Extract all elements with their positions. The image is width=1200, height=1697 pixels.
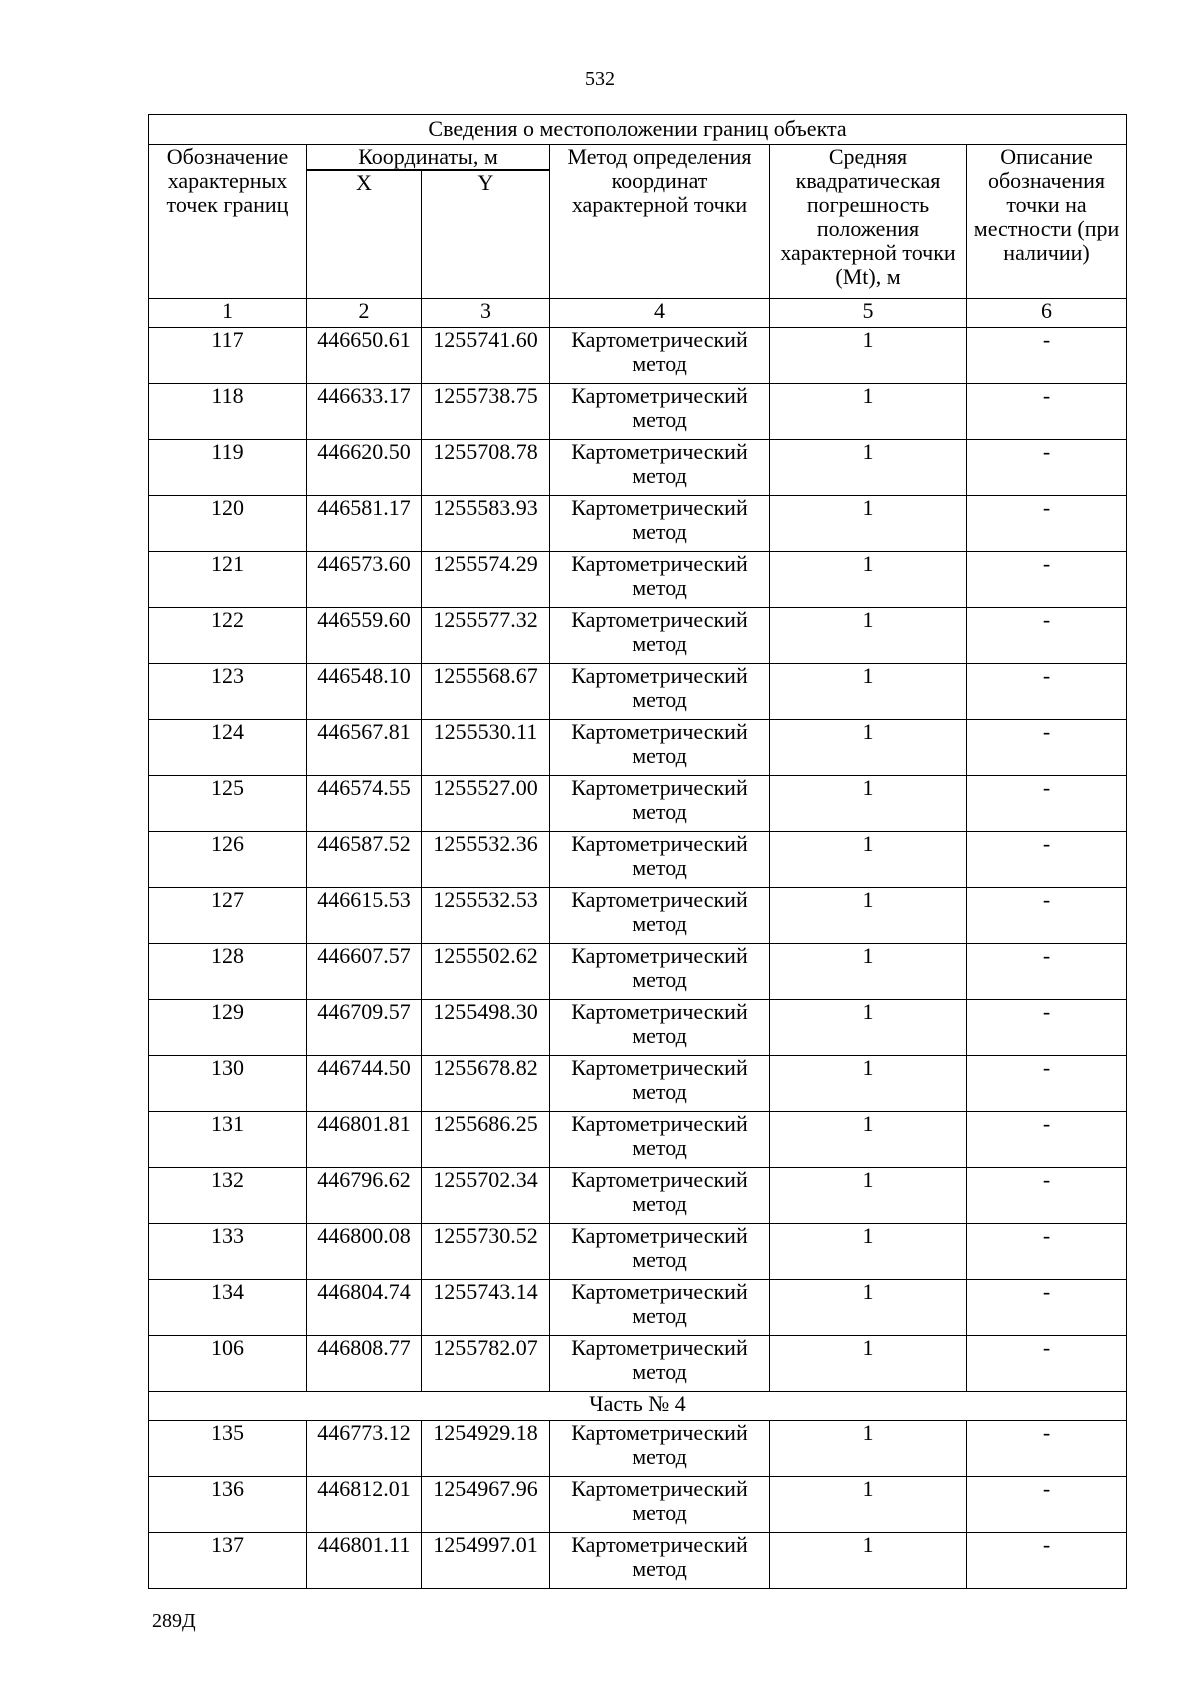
cell-y: 1255743.14: [422, 1280, 550, 1336]
cell-x: 446620.50: [307, 440, 422, 496]
cell-method: Картометрический метод: [550, 888, 770, 944]
cell-desc: -: [967, 1000, 1127, 1056]
cell-error: 1: [770, 888, 967, 944]
cell-y: 1255741.60: [422, 328, 550, 384]
table-row: [149, 1056, 1127, 1112]
cell-error: 1: [770, 608, 967, 664]
cell-error: 1: [770, 496, 967, 552]
cell-x: 446567.81: [307, 720, 422, 776]
cell-desc: -: [967, 1224, 1127, 1280]
cell-error: 1: [770, 1000, 967, 1056]
table-row: [149, 944, 1127, 1000]
cell-desc: -: [967, 384, 1127, 440]
cell-y: 1254967.96: [422, 1477, 550, 1533]
cell-method: Картометрический метод: [550, 496, 770, 552]
cell-method: Картометрический метод: [550, 384, 770, 440]
cell-point: 134: [149, 1280, 307, 1336]
cell-y: 1255568.67: [422, 664, 550, 720]
cell-point: 120: [149, 496, 307, 552]
table-row: [149, 1168, 1127, 1224]
cell-error: 1: [770, 1280, 967, 1336]
cell-point: 118: [149, 384, 307, 440]
cell-desc: -: [967, 1533, 1127, 1589]
part-label: Часть № 4: [149, 1392, 1127, 1421]
cell-desc: -: [967, 720, 1127, 776]
column-number: 3: [422, 299, 550, 328]
cell-y: 1255678.82: [422, 1056, 550, 1112]
cell-point: 127: [149, 888, 307, 944]
table-row: [149, 832, 1127, 888]
cell-point: 119: [149, 440, 307, 496]
cell-x: 446650.61: [307, 328, 422, 384]
cell-method: Картометрический метод: [550, 328, 770, 384]
cell-method: Картометрический метод: [550, 1224, 770, 1280]
cell-error: 1: [770, 384, 967, 440]
table-title: Сведения о местоположении границ объекта: [149, 115, 1127, 145]
header-method: Метод определения координат характерной точки: [550, 145, 770, 299]
cell-desc: -: [967, 1056, 1127, 1112]
cell-method: Картометрический метод: [550, 552, 770, 608]
table-row: [149, 776, 1127, 832]
column-number: 2: [307, 299, 422, 328]
cell-y: 1255702.34: [422, 1168, 550, 1224]
cell-error: 1: [770, 720, 967, 776]
cell-x: 446812.01: [307, 1477, 422, 1533]
cell-desc: -: [967, 552, 1127, 608]
cell-x: 446587.52: [307, 832, 422, 888]
cell-error: 1: [770, 664, 967, 720]
cell-method: Картометрический метод: [550, 776, 770, 832]
cell-error: 1: [770, 776, 967, 832]
cell-error: 1: [770, 1224, 967, 1280]
cell-method: Картометрический метод: [550, 1280, 770, 1336]
cell-desc: -: [967, 328, 1127, 384]
cell-error: 1: [770, 328, 967, 384]
cell-error: 1: [770, 1533, 967, 1589]
cell-point: 131: [149, 1112, 307, 1168]
cell-point: 128: [149, 944, 307, 1000]
cell-y: 1255686.25: [422, 1112, 550, 1168]
cell-point: 130: [149, 1056, 307, 1112]
cell-y: 1255577.32: [422, 608, 550, 664]
cell-x: 446559.60: [307, 608, 422, 664]
cell-method: Картометрический метод: [550, 1336, 770, 1392]
cell-error: 1: [770, 552, 967, 608]
cell-y: 1255574.29: [422, 552, 550, 608]
cell-method: Картометрический метод: [550, 720, 770, 776]
cell-error: 1: [770, 1477, 967, 1533]
cell-method: Картометрический метод: [550, 1533, 770, 1589]
table-row: [149, 1477, 1127, 1533]
boundary-table: [148, 114, 1127, 1589]
column-number: 6: [967, 299, 1127, 328]
cell-method: Картометрический метод: [550, 1477, 770, 1533]
table-row: [149, 1421, 1127, 1477]
cell-desc: -: [967, 1477, 1127, 1533]
cell-desc: -: [967, 888, 1127, 944]
footer-code: 289Д: [152, 1610, 196, 1632]
cell-error: 1: [770, 440, 967, 496]
cell-desc: -: [967, 1112, 1127, 1168]
cell-method: Картометрический метод: [550, 1168, 770, 1224]
table-row: [149, 496, 1127, 552]
cell-desc: -: [967, 1280, 1127, 1336]
cell-y: 1255498.30: [422, 1000, 550, 1056]
header-x: X: [307, 171, 422, 299]
table-row: [149, 1224, 1127, 1280]
cell-x: 446804.74: [307, 1280, 422, 1336]
cell-point: 123: [149, 664, 307, 720]
cell-desc: -: [967, 1421, 1127, 1477]
header-y: Y: [422, 171, 550, 299]
cell-x: 446633.17: [307, 384, 422, 440]
table-row: [149, 888, 1127, 944]
cell-x: 446744.50: [307, 1056, 422, 1112]
cell-x: 446607.57: [307, 944, 422, 1000]
cell-y: 1255502.62: [422, 944, 550, 1000]
header-desc: Описание обозначения точки на местности (при наличии): [967, 145, 1127, 299]
cell-point: 125: [149, 776, 307, 832]
table-row: [149, 1112, 1127, 1168]
cell-y: 1254929.18: [422, 1421, 550, 1477]
cell-desc: -: [967, 664, 1127, 720]
cell-point: 133: [149, 1224, 307, 1280]
column-number: 4: [550, 299, 770, 328]
cell-point: 132: [149, 1168, 307, 1224]
cell-y: 1255532.36: [422, 832, 550, 888]
cell-desc: -: [967, 440, 1127, 496]
header-error: Средняя квадратическая погрешность положения характерной точки (Mt), м: [770, 145, 967, 299]
cell-point: 135: [149, 1421, 307, 1477]
column-number: 1: [149, 299, 307, 328]
table-row: [149, 384, 1127, 440]
cell-point: 106: [149, 1336, 307, 1392]
cell-y: 1255583.93: [422, 496, 550, 552]
cell-x: 446796.62: [307, 1168, 422, 1224]
table-row: [149, 1280, 1127, 1336]
header-coords: [307, 145, 550, 171]
cell-method: Картометрический метод: [550, 944, 770, 1000]
table-row: [149, 720, 1127, 776]
cell-point: 122: [149, 608, 307, 664]
cell-error: 1: [770, 944, 967, 1000]
cell-method: Картометрический метод: [550, 664, 770, 720]
table-row: [149, 1000, 1127, 1056]
cell-x: 446615.53: [307, 888, 422, 944]
part-row: [149, 1392, 1127, 1421]
cell-method: Картометрический метод: [550, 440, 770, 496]
cell-x: 446800.08: [307, 1224, 422, 1280]
cell-method: Картометрический метод: [550, 1421, 770, 1477]
header-coords-label: Координаты, м: [307, 145, 549, 170]
cell-x: 446773.12: [307, 1421, 422, 1477]
cell-y: 1255730.52: [422, 1224, 550, 1280]
cell-y: 1255782.07: [422, 1336, 550, 1392]
page-number: 532: [585, 68, 615, 90]
cell-y: 1254997.01: [422, 1533, 550, 1589]
cell-x: 446709.57: [307, 1000, 422, 1056]
cell-desc: -: [967, 944, 1127, 1000]
cell-point: 136: [149, 1477, 307, 1533]
cell-x: 446801.81: [307, 1112, 422, 1168]
table-row: [149, 1533, 1127, 1589]
cell-desc: -: [967, 776, 1127, 832]
cell-point: 137: [149, 1533, 307, 1589]
table-row: [149, 328, 1127, 384]
cell-desc: -: [967, 608, 1127, 664]
cell-x: 446548.10: [307, 664, 422, 720]
column-number-row: [149, 299, 1127, 328]
cell-y: 1255708.78: [422, 440, 550, 496]
cell-y: 1255738.75: [422, 384, 550, 440]
table-row: [149, 664, 1127, 720]
cell-method: Картометрический метод: [550, 608, 770, 664]
cell-error: 1: [770, 1112, 967, 1168]
cell-x: 446808.77: [307, 1336, 422, 1392]
cell-error: 1: [770, 1336, 967, 1392]
cell-method: Картометрический метод: [550, 1000, 770, 1056]
cell-x: 446581.17: [307, 496, 422, 552]
table-row: [149, 552, 1127, 608]
cell-x: 446574.55: [307, 776, 422, 832]
cell-desc: -: [967, 832, 1127, 888]
cell-point: 126: [149, 832, 307, 888]
cell-method: Картометрический метод: [550, 832, 770, 888]
cell-method: Картометрический метод: [550, 1112, 770, 1168]
column-number: 5: [770, 299, 967, 328]
cell-y: 1255530.11: [422, 720, 550, 776]
cell-error: 1: [770, 1168, 967, 1224]
cell-x: 446573.60: [307, 552, 422, 608]
table-row: [149, 440, 1127, 496]
cell-desc: -: [967, 496, 1127, 552]
table-row: [149, 608, 1127, 664]
cell-point: 129: [149, 1000, 307, 1056]
cell-error: 1: [770, 1056, 967, 1112]
table-row: [149, 1336, 1127, 1392]
cell-y: 1255532.53: [422, 888, 550, 944]
cell-method: Картометрический метод: [550, 1056, 770, 1112]
cell-error: 1: [770, 1421, 967, 1477]
header-point: Обозначение характерных точек границ: [149, 145, 307, 299]
cell-point: 124: [149, 720, 307, 776]
cell-x: 446801.11: [307, 1533, 422, 1589]
cell-y: 1255527.00: [422, 776, 550, 832]
cell-point: 121: [149, 552, 307, 608]
cell-error: 1: [770, 832, 967, 888]
cell-desc: -: [967, 1168, 1127, 1224]
cell-point: 117: [149, 328, 307, 384]
cell-desc: -: [967, 1336, 1127, 1392]
